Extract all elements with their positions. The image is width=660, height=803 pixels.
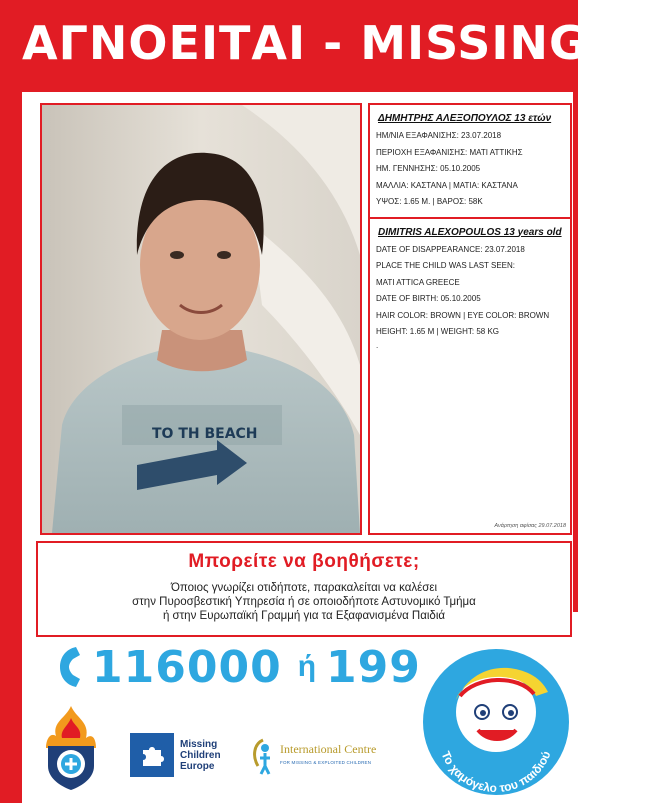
shirt-print: TO TH BEACH — [152, 426, 258, 442]
english-name: DIMITRIS ALEXOPOULOS 13 years old — [378, 226, 562, 238]
red-frame-left — [0, 92, 22, 803]
icmec-subtitle: FOR MISSING & EXPLOITED CHILDREN — [280, 760, 372, 765]
mce-line-2: Children — [180, 749, 221, 761]
english-birth-date: DATE OF BIRTH: 05.10.2005 — [376, 294, 481, 303]
english-height-weight: HEIGHT: 1.65 M | WEIGHT: 58 KG — [376, 327, 499, 336]
greek-height-weight: ΥΨΟΣ: 1.65 Μ. | ΒΑΡΟΣ: 58Κ — [376, 197, 483, 206]
icmec-figure-icon — [250, 736, 276, 776]
icmec-logo — [250, 736, 376, 776]
phone-icon — [56, 645, 84, 689]
fire-service-logo — [40, 702, 102, 792]
mce-line-3: Europe — [180, 760, 215, 772]
partner-logos — [40, 702, 420, 792]
greek-disappearance-place: ΠΕΡΙΟΧΗ ΕΞΑΦΑΝΙΣΗΣ: ΜΑΤΙ ΑΤΤΙΚΗΣ — [376, 147, 523, 157]
smile-of-the-child-logo — [416, 642, 576, 802]
fire-service-number: 199 — [326, 641, 421, 693]
greek-birth-date: ΗΜ. ΓΕΝΝΗΣΗΣ: 05.10.2005 — [376, 164, 481, 173]
english-place-label: PLACE THE CHILD WAS LAST SEEN: — [376, 261, 516, 270]
help-line-3: ή στην Ευρωπαϊκή Γραμμή για τα Εξαφανισμένα Παιδιά — [162, 610, 446, 622]
english-hair-eyes: HAIR COLOR: BROWN | EYE COLOR: BROWN — [376, 310, 550, 320]
red-frame-right — [573, 92, 578, 612]
poster-date-credit: Ανάρτηση αφίσας 29.07.2018 — [494, 523, 566, 529]
info-panel — [368, 103, 572, 535]
help-title: Μπορείτε να βοηθήσετε; — [188, 551, 420, 572]
help-line-1: Όποιος γνωρίζει οτιδήποτε, παρακαλείται να καλέσει — [170, 582, 438, 594]
missing-children-europe-logo — [130, 733, 221, 777]
greek-hair-eyes: ΜΑΛΛΙΑ: ΚΑΣΤΑΝΑ | ΜΑΤΙΑ: ΚΑΣΤΑΝΑ — [376, 180, 518, 190]
or-separator: ή — [297, 650, 317, 683]
header-banner — [0, 0, 588, 92]
poster-title: ΑΓΝΟΕΙΤΑΙ - MISSING — [22, 16, 588, 70]
help-line-2: στην Πυροσβεστική Υπηρεσία ή σε οποιοδήποτε Αστυνομικό Τμήμα — [132, 596, 476, 608]
icmec-name: International Centre — [280, 742, 377, 756]
child-photo — [40, 103, 362, 535]
greek-name: ΔΗΜΗΤΡΗΣ ΑΛΕΞΟΠΟΥΛΟΣ 13 ετών — [378, 113, 552, 124]
english-place-value: MATI ATTICA GREECE — [376, 277, 460, 287]
puzzle-icon — [130, 733, 174, 777]
help-box — [36, 541, 572, 637]
greek-disappearance-date: ΗΜ/ΝΙΑ ΕΞΑΦΑΝΙΣΗΣ: 23.07.2018 — [376, 131, 502, 140]
english-disappearance-date: DATE OF DISAPPEARANCE: 23.07.2018 — [376, 244, 525, 254]
mce-line-1: Missing — [180, 738, 218, 750]
hotline-numbers — [56, 640, 421, 694]
european-hotline-number: 116000 — [92, 641, 282, 693]
trailing-dot: . — [376, 340, 379, 350]
smile-logo-text: Το χαμόγελο του παιδιού — [438, 749, 554, 796]
